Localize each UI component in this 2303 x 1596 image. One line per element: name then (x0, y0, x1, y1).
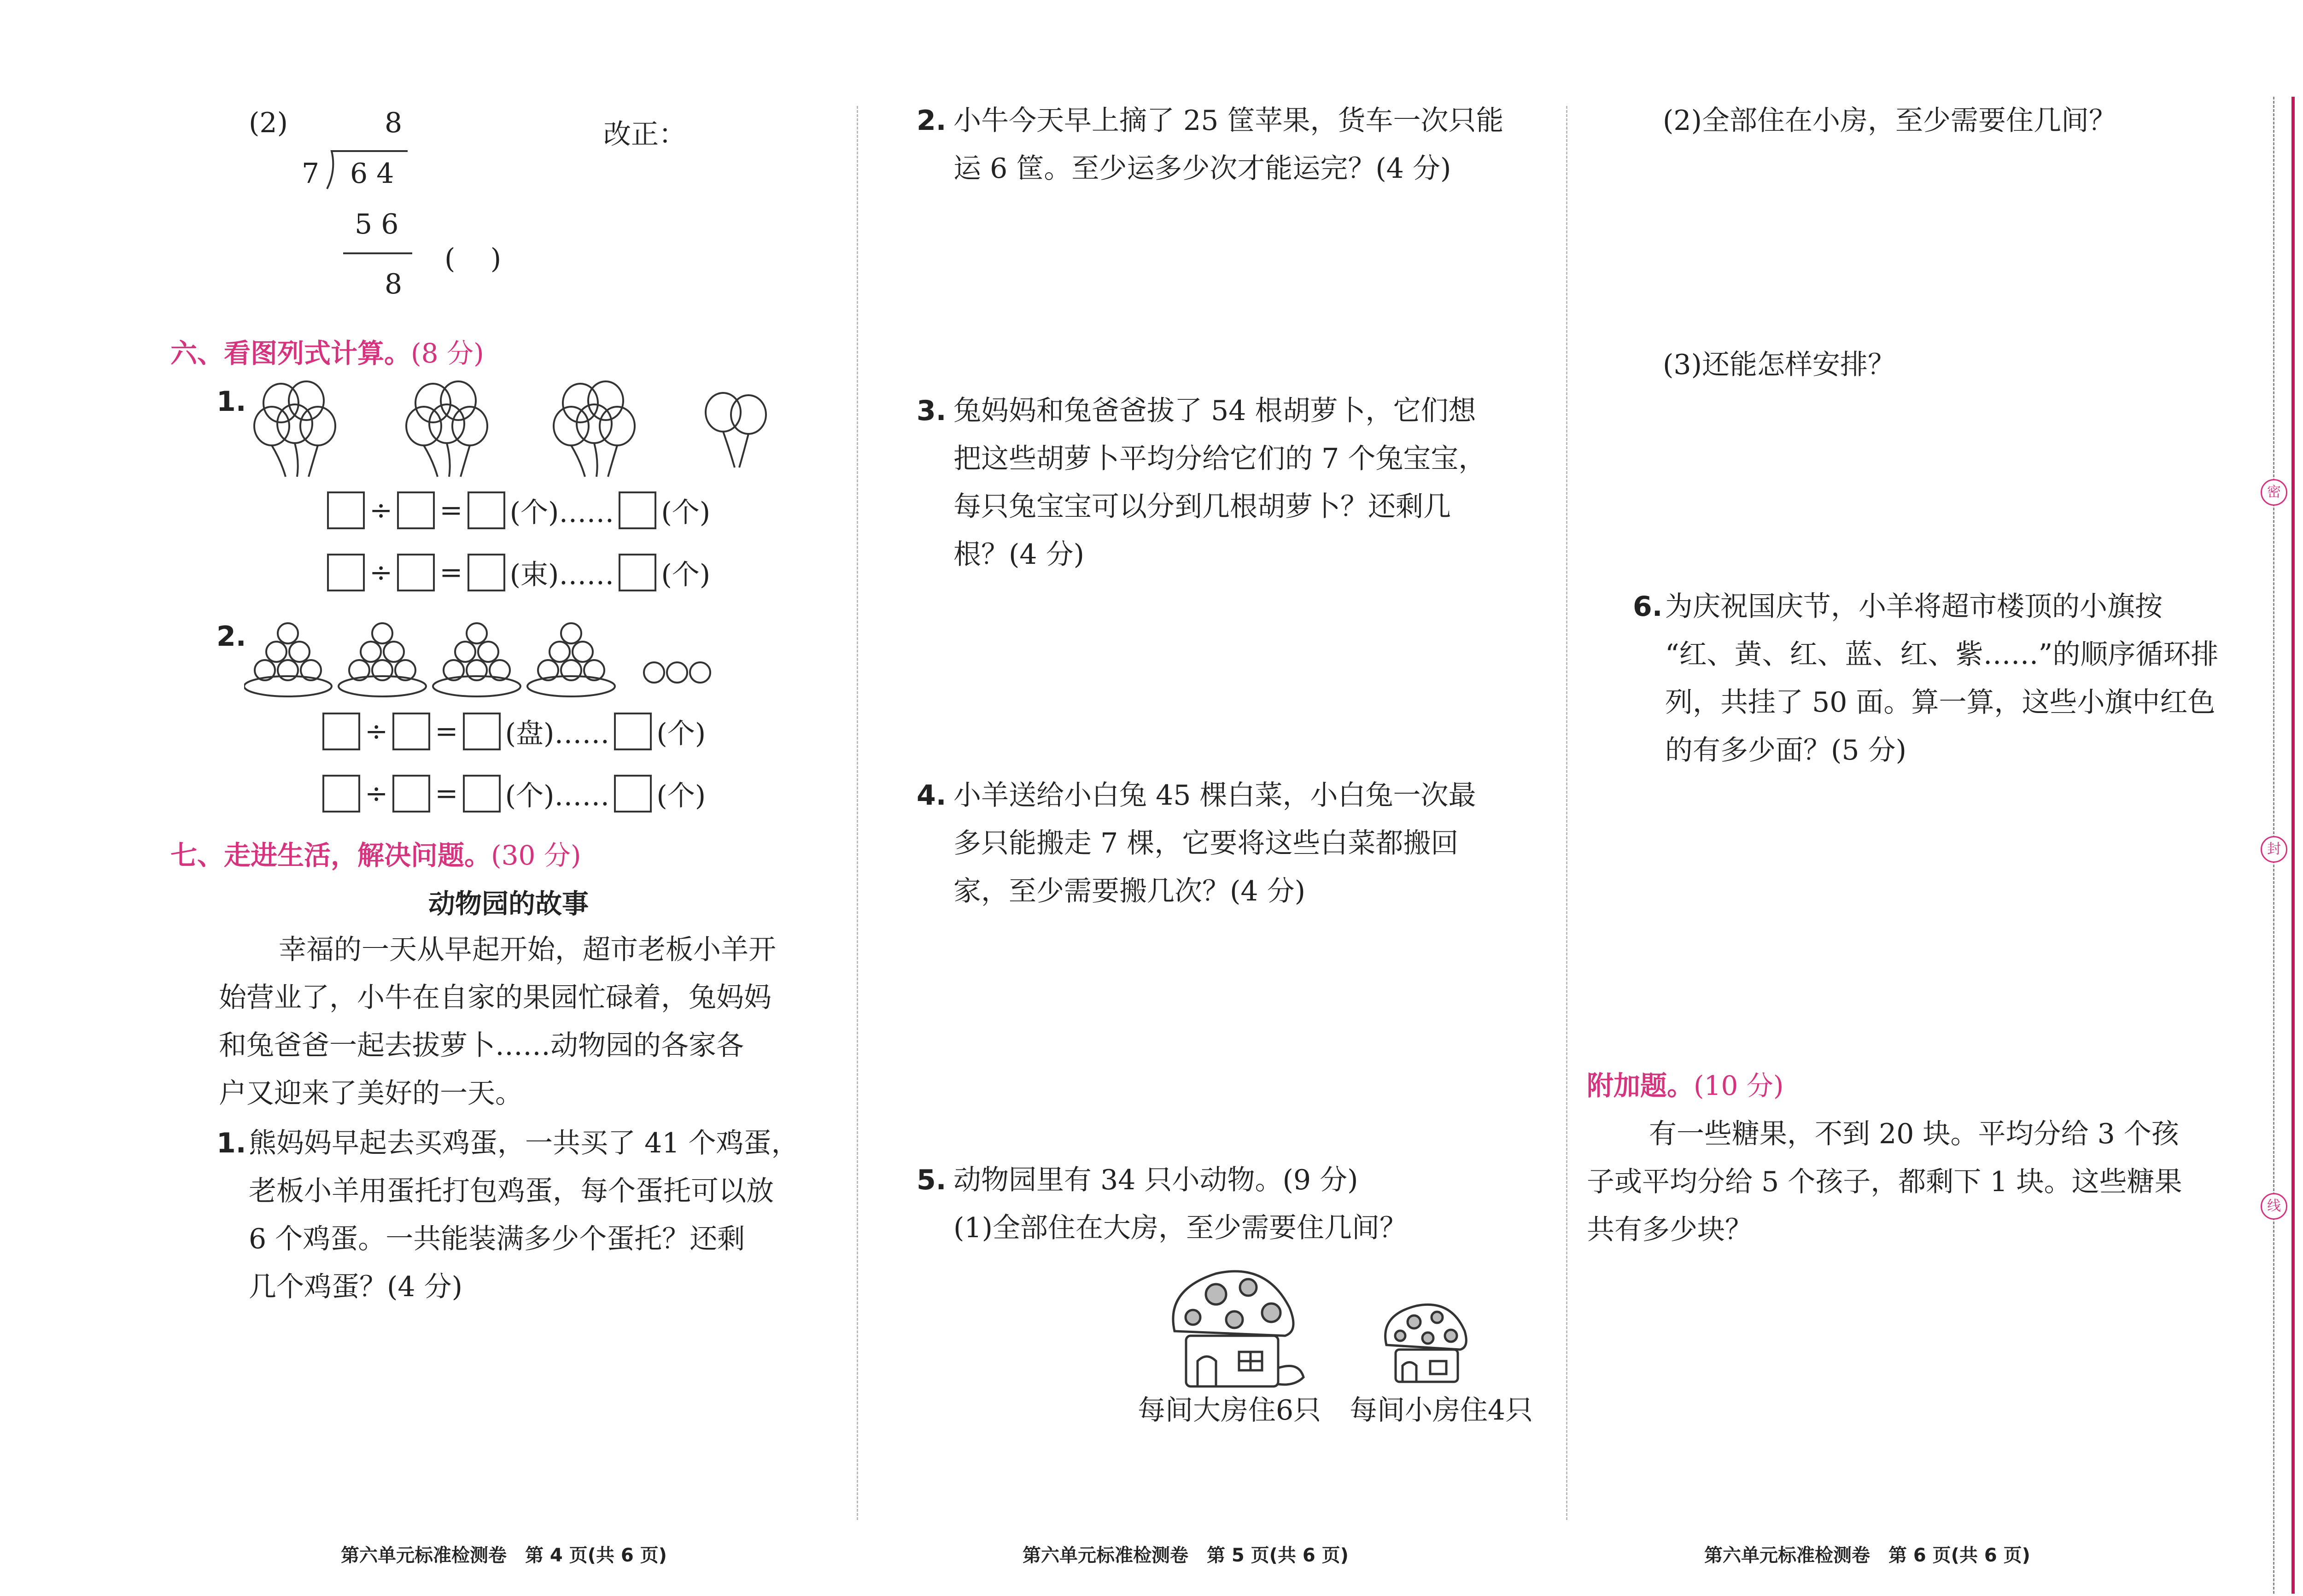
question-2-number: 2. (216, 620, 246, 653)
problem-line: 动物园里有 34 只小动物。(9 分) (953, 1164, 1358, 1196)
story-title: 动物园的故事 (428, 888, 589, 919)
problem-line: 兔妈妈和兔爸爸拔了 54 根胡萝卜，它们想 (953, 395, 1476, 427)
page-footer-5: 第六单元标准检测卷 第 5 页(共 6 页) (1023, 1545, 1349, 1566)
extra-title: 附加题。 (1587, 1070, 1694, 1101)
answer-box[interactable] (463, 713, 501, 750)
correction-label: 改正： (603, 118, 686, 151)
problem-line: 家，至少需要搬几次？(4 分) (953, 875, 1306, 907)
problem-line: 根？(4 分) (953, 538, 1085, 571)
seal-mark-3 (2261, 1193, 2287, 1220)
seal-mark-1 (2261, 479, 2287, 506)
problem-5-number: 5. (917, 1164, 947, 1196)
division-remainder: 8 (385, 268, 403, 300)
column-divider-2 (1566, 106, 1567, 1520)
problem-5-text (953, 1156, 1407, 1252)
question-1-number: 1. (216, 386, 246, 418)
equation-row-1 (327, 491, 710, 530)
problem-line: 老板小羊用蛋托打包鸡蛋，每个蛋托可以放 (249, 1175, 774, 1207)
problem-line: 小羊送给小白兔 45 棵白菜，小白兔一次最 (953, 779, 1476, 812)
divide-sign: ÷ (369, 556, 393, 589)
unit-label: (个)…… (509, 497, 614, 529)
answer-box[interactable] (468, 554, 505, 591)
problem-line: (1)全部住在大房，至少需要住几间？ (953, 1212, 1407, 1244)
seal-mark-2 (2261, 836, 2287, 863)
unit-label: (个) (656, 718, 706, 750)
problem-4-number: 4. (917, 779, 947, 812)
answer-box[interactable] (463, 775, 501, 813)
unit-label: (束)…… (509, 559, 614, 591)
problem-line: 几个鸡蛋？(4 分) (249, 1271, 463, 1303)
extra-text (1587, 1110, 2182, 1254)
seal-mark-text: 密 (2267, 484, 2281, 500)
answer-box[interactable] (397, 554, 435, 591)
problem-line: “红、黄、红、蓝、红、紫……”的顺序循环排 (1665, 638, 2219, 671)
problem-line: 把这些胡萝卜平均分给它们的 7 个兔宝宝， (953, 443, 1486, 475)
extra-points: (10 分) (1694, 1070, 1784, 1101)
division-line (343, 252, 412, 254)
story-line: 和兔爸爸一起去拔萝卜……动物园的各家各 (219, 1029, 744, 1062)
answer-box[interactable] (614, 713, 652, 750)
section-6-heading (170, 332, 484, 370)
small-house-icon (1377, 1299, 1479, 1386)
unit-label: (个)…… (505, 780, 610, 812)
small-house-caption: 每间小房住4只 (1350, 1394, 1533, 1426)
division-divisor: 7 (302, 158, 320, 190)
problem-line: 的有多少面？(5 分) (1665, 734, 1907, 766)
division-number: (2) (249, 107, 288, 139)
problem-line: 为庆祝国庆节，小羊将超市楼顶的小旗按 (1665, 590, 2163, 623)
problem-line: 运 6 筐。至少运多少次才能运完？(4 分) (953, 152, 1451, 185)
seal-line-solid (2291, 97, 2295, 1594)
divide-sign: ÷ (369, 494, 393, 526)
answer-box[interactable] (327, 554, 365, 591)
column-divider-1 (857, 106, 858, 1520)
story-line: 幸福的一天从早起开始，超市老板小羊开 (279, 934, 776, 966)
equals-sign: = (435, 715, 458, 748)
unit-label: (个) (656, 780, 706, 812)
equation-row-4 (322, 774, 706, 813)
answer-box[interactable] (619, 491, 656, 529)
answer-box[interactable] (392, 713, 430, 750)
problem-2-text (953, 97, 1504, 193)
section-7-heading (170, 834, 581, 872)
equals-sign: = (439, 494, 463, 526)
problem-line: 熊妈妈早起去买鸡蛋，一共买了 41 个鸡蛋， (249, 1127, 799, 1159)
problem-line: 每只兔宝宝可以分到几根胡萝卜？还剩几 (953, 491, 1451, 523)
problem-5-part-2: (2)全部住在小房，至少需要住几间？ (1663, 105, 2116, 137)
unit-label: (个) (661, 497, 711, 529)
answer-box[interactable] (322, 713, 360, 750)
answer-box[interactable] (327, 491, 365, 529)
problem-line: 共有多少块？ (1587, 1214, 1753, 1246)
problem-line: 列，共挂了 50 面。算一算，这些小旗中红色 (1665, 686, 2215, 719)
section-6-title: 六、看图列式计算。 (170, 338, 411, 369)
story-text (219, 926, 776, 1117)
big-house-caption: 每间大房住6只 (1138, 1394, 1321, 1426)
division-dividend: 6 4 (350, 158, 394, 190)
problem-4-text (953, 772, 1476, 915)
answer-box[interactable] (619, 554, 656, 591)
unit-label: (盘)…… (505, 718, 610, 750)
problem-1-text (249, 1119, 799, 1311)
problem-line: 子或平均分给 5 个孩子，都剩下 1 块。这些糖果 (1587, 1166, 2182, 1198)
problem-line: 小牛今天早上摘了 25 筐苹果，货车一次只能 (953, 105, 1504, 137)
section-6-points: (8 分) (411, 338, 484, 369)
story-line: 始营业了，小牛在自家的果园忙碌着，兔妈妈 (219, 982, 772, 1014)
section-7-points: (30 分) (491, 840, 581, 871)
story-line: 户又迎来了美好的一天。 (219, 1077, 523, 1110)
section-7-title: 七、走进生活，解决问题。 (170, 840, 491, 871)
seal-mark-text: 线 (2267, 1198, 2281, 1214)
divide-sign: ÷ (365, 715, 388, 748)
problem-6-number: 6. (1633, 590, 1663, 623)
equation-row-2 (327, 553, 710, 592)
division-product: 5 6 (355, 208, 399, 240)
page-footer-4: 第六单元标准检测卷 第 4 页(共 6 页) (341, 1545, 667, 1566)
problem-line: 多只能搬走 7 棵，它要将这些白菜都搬回 (953, 827, 1459, 859)
answer-box[interactable] (614, 775, 652, 813)
unit-label: (个) (661, 559, 711, 591)
extra-heading (1587, 1064, 1784, 1103)
answer-paren: ( ) (444, 243, 502, 275)
answer-box[interactable] (468, 491, 505, 529)
problem-5-part-3: (3)还能怎样安排？ (1663, 349, 1895, 381)
problem-1-number: 1. (216, 1127, 246, 1159)
problem-line: 6 个鸡蛋。一共能装满多少个蛋托？还剩 (249, 1223, 745, 1255)
big-house-icon (1161, 1262, 1313, 1391)
problem-6-text (1665, 583, 2218, 774)
answer-box[interactable] (392, 775, 430, 813)
apple-plates-icon (244, 613, 742, 705)
equals-sign: = (435, 778, 458, 810)
seal-mark-text: 封 (2267, 841, 2281, 857)
problem-3-text (953, 387, 1486, 579)
equation-row-3 (322, 712, 706, 751)
divide-sign: ÷ (365, 778, 388, 810)
answer-box[interactable] (397, 491, 435, 529)
problem-line: 有一些糖果，不到 20 块。平均分给 3 个孩 (1649, 1118, 2179, 1150)
balloons-icon (253, 378, 783, 484)
problem-3-number: 3. (917, 395, 947, 427)
page-footer-6: 第六单元标准检测卷 第 6 页(共 6 页) (1704, 1545, 2030, 1566)
division-quotient: 8 (385, 107, 403, 139)
problem-2-number: 2. (917, 105, 947, 137)
answer-box[interactable] (322, 775, 360, 813)
equals-sign: = (439, 556, 463, 589)
